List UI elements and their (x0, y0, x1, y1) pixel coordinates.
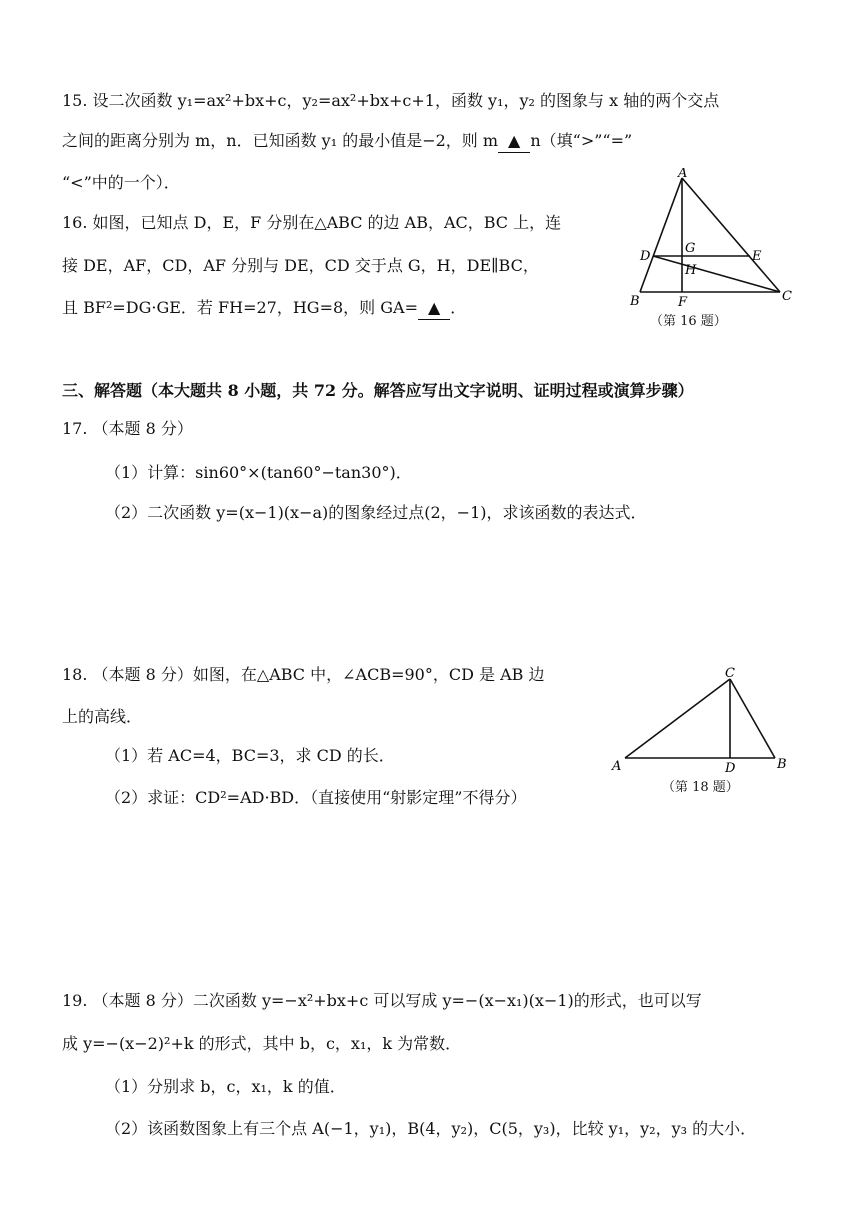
q15-line2 (62, 130, 632, 153)
q16-answer-blank[interactable]: ▲ (418, 297, 450, 320)
figure-18-caption: （第 18 题） (662, 780, 739, 795)
figure-16-diagram (630, 168, 800, 308)
q18-line2: 上的高线． (62, 707, 143, 726)
q17-head: 17. （本题 8 分） (62, 419, 193, 438)
fig16-label-h: H (685, 263, 697, 278)
q16-line3 (62, 297, 466, 320)
fig16-side-ac (682, 178, 780, 292)
figure-18-diagram (610, 664, 795, 774)
q17-part1: （1）计算：sin60°×(tan60°−tan30°)． (105, 463, 412, 482)
fig16-side-ab (640, 178, 682, 292)
figure-18 (610, 664, 795, 778)
fig16-label-d: D (640, 249, 651, 264)
fig18-label-c: C (725, 666, 735, 681)
fig18-label-b: B (777, 757, 787, 772)
q18-part1: （1）若 AC=4，BC=3，求 CD 的长． (105, 746, 395, 765)
q15-line2-text: 之间的距离分别为 m，n．已知函数 y₁ 的最小值是−2，则 m (62, 131, 499, 150)
section-3-heading: 三、解答题（本大题共 8 小题，共 72 分。解答应写出文字说明、证明过程或演算步骤） (62, 381, 694, 400)
q19-part2: （2）该函数图象上有三个点 A(−1，y₁)，B(4，y₂)，C(5，y₃)，比较 y₁，y₂，y₃ 的大小． (105, 1119, 757, 1138)
figure-16-caption: （第 16 题） (650, 314, 727, 329)
q19-line1: 19. （本题 8 分）二次函数 y=−x²+bx+c 可以写成 y=−(x−x₁)(x−1)的形式，也可以写 (62, 991, 702, 1010)
q16-line2: 接 DE，AF，CD，AF 分别与 DE，CD 交于点 G，H，DE∥BC， (62, 256, 539, 275)
q15-line1: 15. 设二次函数 y₁=ax²+bx+c，y₂=ax²+bx+c+1，函数 y₁，y₂ 的图象与 x 轴的两个交点 (62, 91, 720, 110)
fig18-label-d: D (725, 761, 736, 774)
fig16-label-e: E (752, 249, 762, 264)
q18-line1: 18. （本题 8 分）如图，在△ABC 中，∠ACB=90°，CD 是 AB 边 (62, 665, 545, 684)
q19-line2: 成 y=−(x−2)²+k 的形式，其中 b，c，x₁，k 为常数． (62, 1034, 462, 1053)
q15-line2-tail: n（填“>”“=” (530, 131, 633, 150)
q16-line3-tail: ． (450, 298, 467, 317)
fig16-label-a: A (678, 168, 688, 181)
q16-line3-text: 且 BF²=DG·GE．若 FH=27，HG=8，则 GA= (62, 298, 418, 317)
fig16-label-c: C (782, 289, 792, 304)
fig18-label-a: A (612, 759, 622, 774)
q15-line3: “<”中的一个）． (62, 173, 180, 192)
q15-answer-blank[interactable]: ▲ (498, 130, 530, 153)
q17-part2: （2）二次函数 y=(x−1)(x−a)的图象经过点(2，−1)，求该函数的表达式． (105, 503, 647, 522)
fig18-side-ac (625, 679, 730, 758)
fig18-side-bc (730, 679, 775, 758)
q18-part2: （2）求证：CD²=AD·BD．（直接使用“射影定理”不得分） (105, 788, 527, 807)
figure-16 (630, 168, 800, 312)
q19-part1: （1）分别求 b，c，x₁，k 的值． (105, 1077, 346, 1096)
fig16-label-b: B (630, 294, 640, 308)
q16-line1: 16. 如图，已知点 D，E，F 分别在△ABC 的边 AB，AC，BC 上，连 (62, 213, 562, 232)
fig16-label-f: F (678, 295, 688, 308)
fig16-label-g: G (685, 241, 696, 256)
